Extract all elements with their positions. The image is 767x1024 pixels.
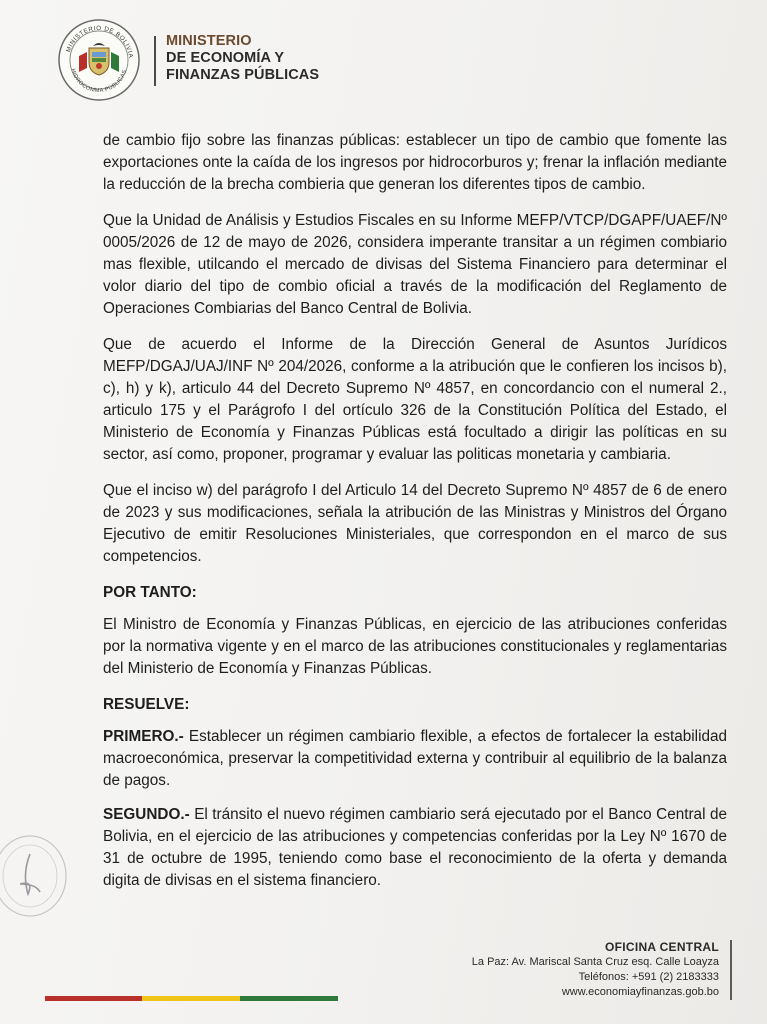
ministry-name-line-1: MINISTERIO	[166, 33, 252, 49]
heading-resuelve: RESUELVE:	[103, 696, 190, 713]
footer-divider	[730, 940, 732, 1000]
article-segundo-text: El tránsito el nuevo régimen cambiario será ejecutado por el Banco Central de Bolivia, en el ejercicio de las atribuciones y competencias conferidas por la Ley Nº 1670 de 31 de octubre de 1995, teniendo como base el reconocimiento de la oferta y demanda digita de divisas en el sistema financiero.	[103, 806, 727, 889]
ministry-name-line-2: DE ECONOMÍA Y	[166, 50, 285, 66]
paragraph-exchange-context: de cambio fijo sobre las finanzas públicas: establecer un tipo de cambio que fomente las exportaciones onte la caída de los ingresos por hidrocorburos y; frenar la inflación mediante la reducción de la brecha combieria que generan los diferentes tipos de cambio.	[103, 132, 727, 193]
flag-strip-red	[45, 996, 142, 1001]
header-divider	[154, 36, 156, 86]
footer-office-title: OFICINA CENTRAL	[604, 940, 719, 954]
ministry-name	[166, 33, 319, 84]
article-segundo-lead: SEGUNDO.-	[103, 806, 190, 823]
article-segundo	[103, 804, 727, 892]
footer-contact	[472, 940, 719, 1000]
paragraph-decree-attribution: Que el inciso w) del parágrofo I del Articulo 14 del Decreto Supremo Nº 4857 de 6 de enero de 2023 y sus modificaciones, señala la atribución de las Ministras y Ministros del Órgano Ejecutivo de emitir Resoluciones Ministeriales, que correspondon en el marco de sus competencios.	[103, 482, 727, 565]
flag-strip-yellow	[142, 996, 240, 1001]
paragraph-fiscal-report: Que la Unidad de Análisis y Estudios Fiscales en su Informe MEFP/VTCP/DGAPF/UAEF/Nº 0005/2026 de 12 de mayo de 2026, considera imperante transitar a un régimen combiario mas flexible, utilcando el mercado de divisas del Sistema Financiero para determinar el volor diario del tipo de combio oficial a través de la modificación del Reglamento de Operaciones Combiarias del Banco Central de Bolivia.	[103, 212, 727, 317]
seal-text-bottom: HIDROCOMMA PÚBLICAS	[69, 68, 129, 95]
resolution-body	[103, 130, 727, 906]
article-primero	[103, 726, 727, 792]
footer-website[interactable]: www.economiayfinanzas.gob.bo	[561, 986, 719, 998]
article-primero-lead: PRIMERO.-	[103, 728, 184, 745]
flag-strip-green	[240, 996, 338, 1001]
footer-address: La Paz: Av. Mariscal Santa Cruz esq. Calle Loayza	[471, 956, 719, 968]
ministry-seal-icon	[57, 18, 141, 102]
stamp-signature-icon	[0, 830, 72, 922]
heading-por-tanto: POR TANTO:	[103, 584, 197, 601]
seal-text-top: MINISTERIO DE BOLIVIA	[65, 24, 135, 59]
paragraph-legal-report: Que de acuerdo el Informe de la Dirección General de Asuntos Jurídicos MEFP/DGAJ/UAJ/INF Nº 204/2026, conforme a la atribución que le confieren los incisos b), c), h) y k), articulo 44 del Decreto Supremo Nº 4857, en concordancio con el numeral 2., articulo 175 y el Parágrofo I del ortículo 326 de la Constitución Política del Estado, el Ministerio de Economía y Finanzas Públicas está focultado a dirigir las políticas en su sector, así como, proponer, programar y evaluar las politicas monetaria y cambiaria.	[103, 336, 727, 463]
footer-phone: Teléfonos: +591 (2) 2183333	[578, 971, 719, 983]
article-primero-text: Establecer un régimen cambiario flexible, a efectos de fortalecer la estabilidad macroeconómica, preservar la competitividad externa y contribuir al equilibrio de la balanza de pagos.	[103, 728, 727, 789]
paragraph-minister-exercise: El Ministro de Economía y Finanzas Públicas, en ejercicio de las atribuciones conferidas por la normativa vigente y en el marco de las atribuciones constitucionales y reglamentarias del Ministerio de Economía y Finanzas Públicas.	[103, 616, 727, 677]
ministry-name-line-3: FINANZAS PÚBLICAS	[166, 67, 320, 83]
